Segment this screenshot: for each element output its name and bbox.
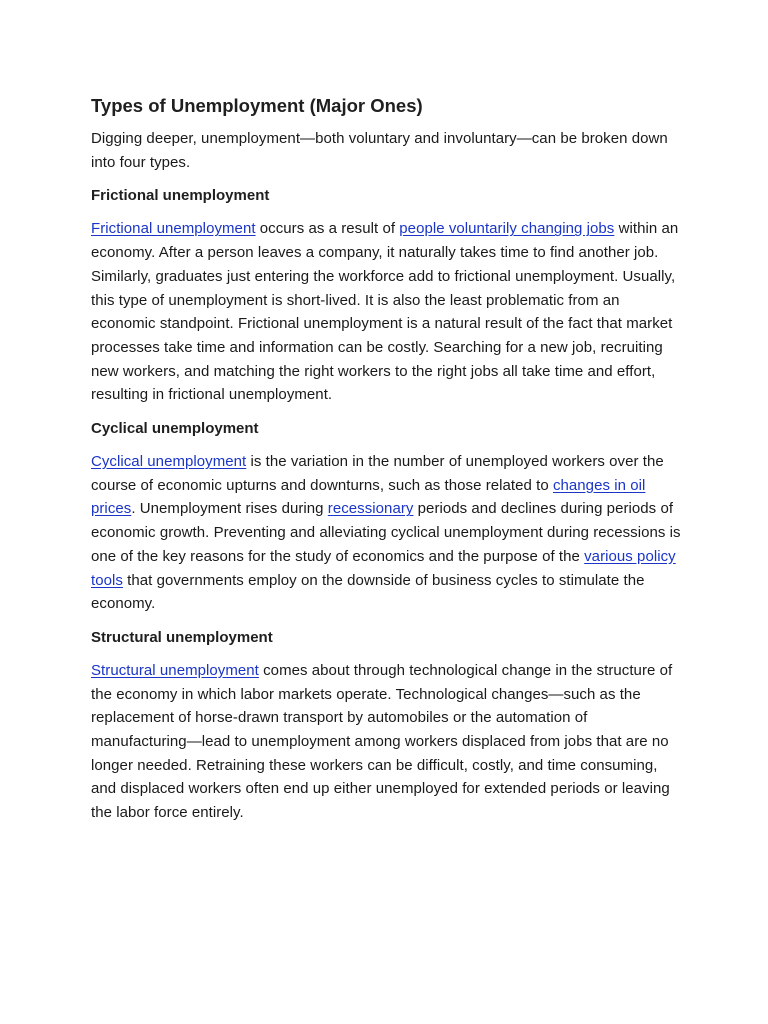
people-changing-jobs-link[interactable]: people voluntarily changing jobs [399, 220, 615, 238]
oil-prices-link[interactable]: changes in oil prices [91, 476, 646, 518]
frictional-unemployment-link[interactable]: Frictional unemployment [91, 220, 256, 238]
recessionary-link[interactable]: recessionary [327, 500, 414, 518]
cyclical-heading: Cyclical unemployment [91, 420, 259, 438]
cyclical-text-1: is the variation in the number of unemployed workers over the course of economic upturns and downturns, such as those related to [91, 453, 664, 494]
structural-heading: Structural unemployment [91, 628, 273, 646]
intro-paragraph: Digging deeper, unemployment—both voluntary and involuntary—can be broken down into four types. [91, 130, 668, 171]
page-title: Types of Unemployment (Major Ones) [91, 95, 423, 116]
structural-paragraph [91, 659, 681, 825]
cyclical-text-2: . Unemployment rises during [131, 500, 328, 518]
frictional-heading: Frictional unemployment [91, 187, 270, 205]
cyclical-paragraph [91, 450, 681, 616]
structural-unemployment-link[interactable]: Structural unemployment [91, 661, 259, 679]
frictional-text-2: within an economy. After a person leaves a company, it naturally takes time to find another job. Similarly, graduates just entering the workforce add to frictional unemployment. Usually, this type of unemployment is short-lived. It is also the least problematic from an economic standpoint. Frictional unemployment is a natural result of the fact that market processes take time and information can be costly. Searching for a new job, recruiting new workers, and matching the right workers to the right jobs all take time and effort, resulting in frictional unemployment. [91, 220, 679, 404]
cyclical-text-4: that governments employ on the downside of business cycles to stimulate the economy. [91, 571, 645, 613]
frictional-text-1: occurs as a result of [255, 220, 400, 238]
cyclical-unemployment-link[interactable]: Cyclical unemployment [91, 453, 247, 471]
document-page [91, 95, 681, 835]
frictional-paragraph [91, 217, 681, 407]
structural-text-1: comes about through technological change in the structure of the economy in which labor markets operate. Technological changes—such as the replacement of horse-drawn transport by automobiles or the automation of manufacturing—lead to unemployment among workers displaced from jobs that are no longer needed. Retraining these workers can be difficult, costly, and time consuming, and displaced workers often end up either unemployed for extended periods or leaving the labor force entirely. [91, 661, 673, 822]
policy-tools-link[interactable]: various policy tools [91, 547, 676, 589]
cyclical-text-3: periods and declines during periods of economic growth. Preventing and alleviating cyclical unemployment during recessions is one of the key reasons for the study of economics and the purpose of the [91, 500, 681, 565]
